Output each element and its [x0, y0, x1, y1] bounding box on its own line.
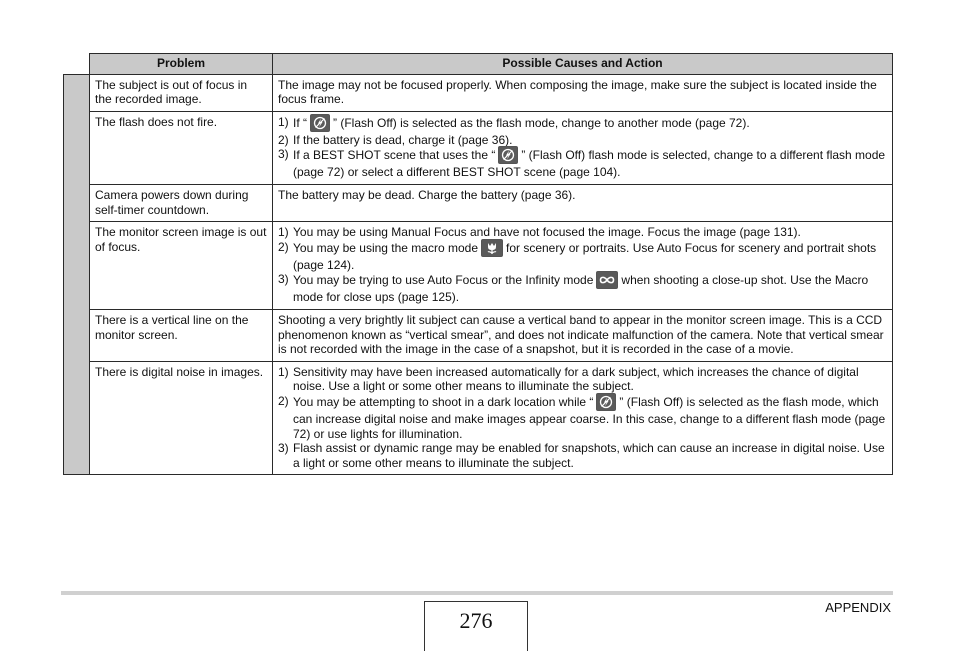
- step-text: You may be using the macro mode: [293, 240, 478, 255]
- step-text: Flash assist or dynamic range may be enabled for snapshots, which can cause an increase in digital noise. Use a light or some other means to illuminate the subject.: [293, 441, 885, 470]
- step-text: You may be using Manual Focus and have not focused the image. Focus the image (page 131).: [293, 225, 801, 240]
- step-text: for scenery or portraits. Use Auto Focus for scenery and portrait shots (page 124).: [293, 240, 877, 272]
- list-item: [278, 272, 887, 305]
- flash-off-icon: [498, 146, 518, 164]
- steps-list: [278, 225, 887, 305]
- table-row: [64, 184, 893, 221]
- table-row: [64, 222, 893, 310]
- section-side-tab: [64, 74, 90, 475]
- flash-off-icon: [596, 393, 616, 411]
- infinity-icon: [596, 271, 618, 289]
- table-header-row: [64, 54, 893, 75]
- list-item: [278, 394, 887, 441]
- header-problem: Problem: [90, 54, 273, 75]
- macro-tulip-icon: [481, 239, 503, 257]
- step-text: If a BEST SHOT scene that uses the “: [293, 148, 496, 163]
- step-text: when shooting a close-up shot. Use the Macro mode for close ups (page 125).: [293, 273, 869, 305]
- header-blank-cell: [64, 54, 90, 75]
- step-text: You may be attempting to shoot in a dark location while “: [293, 395, 594, 410]
- list-item: [278, 147, 887, 180]
- step-number: 1): [278, 364, 289, 379]
- step-number: 1): [278, 225, 289, 240]
- cause-cell: The image may not be focused properly. When composing the image, make sure the subject is located inside the focus frame.: [273, 74, 893, 111]
- troubleshooting-table: [63, 53, 893, 475]
- list-item: [278, 225, 887, 240]
- step-text: ” (Flash Off) is selected as the flash mode, which can increase digital noise and make images appear coarse. In this case, change to a different flash mode (page 72) or use lights for illumination.: [293, 395, 886, 441]
- cause-cell: Shooting a very brightly lit subject can cause a vertical band to appear in the monitor screen image. This is a CCD phenomenon known as “vertical smear”, and does not indicate malfunction of the camera. Note that vertical smear is not recorded with the image in the case of a snapshot, but it is recorded in the case of a movie.: [273, 309, 893, 361]
- step-number: 3): [278, 147, 289, 162]
- list-item: [278, 441, 887, 470]
- footer-divider: [61, 591, 893, 595]
- table-row: [64, 361, 893, 475]
- steps-list: [278, 365, 887, 471]
- cause-cell: The battery may be dead. Charge the battery (page 36).: [273, 184, 893, 221]
- steps-list: [278, 115, 887, 180]
- list-item: [278, 115, 887, 133]
- header-possible-causes: Possible Causes and Action: [273, 54, 893, 75]
- table-row: [64, 309, 893, 361]
- step-number: 2): [278, 132, 289, 147]
- step-number: 2): [278, 239, 289, 254]
- problem-cell: The monitor screen image is out of focus.: [90, 222, 273, 310]
- step-number: 3): [278, 441, 289, 456]
- list-item: [278, 133, 887, 148]
- step-text: Sensitivity may have been increased automatically for a dark subject, which increases the chance of digital noise. Use a light or some other means to illuminate the subject.: [293, 364, 859, 394]
- step-text: You may be trying to use Auto Focus or the Infinity mode: [293, 273, 594, 288]
- problem-cell: There is a vertical line on the monitor screen.: [90, 309, 273, 361]
- cause-cell: [273, 361, 893, 475]
- table-row: [64, 111, 893, 184]
- step-text: If “: [293, 115, 307, 130]
- section-label: APPENDIX: [825, 600, 891, 615]
- step-text: If the battery is dead, charge it (page 36).: [293, 132, 513, 147]
- problem-cell: The flash does not fire.: [90, 111, 273, 184]
- flash-off-icon: [310, 114, 330, 132]
- page-number: 276: [424, 601, 528, 651]
- table-row: [64, 74, 893, 111]
- step-number: 2): [278, 393, 289, 408]
- list-item: [278, 365, 887, 394]
- step-text: ” (Flash Off) is selected as the flash mode, change to another mode (page 72).: [333, 115, 750, 130]
- cause-cell: [273, 222, 893, 310]
- cause-cell: [273, 111, 893, 184]
- step-number: 3): [278, 272, 289, 287]
- step-text: ” (Flash Off) flash mode is selected, change to a different flash mode (page 72) or select a different BEST SHOT scene (page 104).: [293, 148, 886, 180]
- step-number: 1): [278, 114, 289, 129]
- problem-cell: The subject is out of focus in the recorded image.: [90, 74, 273, 111]
- problem-cell: There is digital noise in images.: [90, 361, 273, 475]
- problem-cell: Camera powers down during self-timer countdown.: [90, 184, 273, 221]
- list-item: [278, 240, 887, 273]
